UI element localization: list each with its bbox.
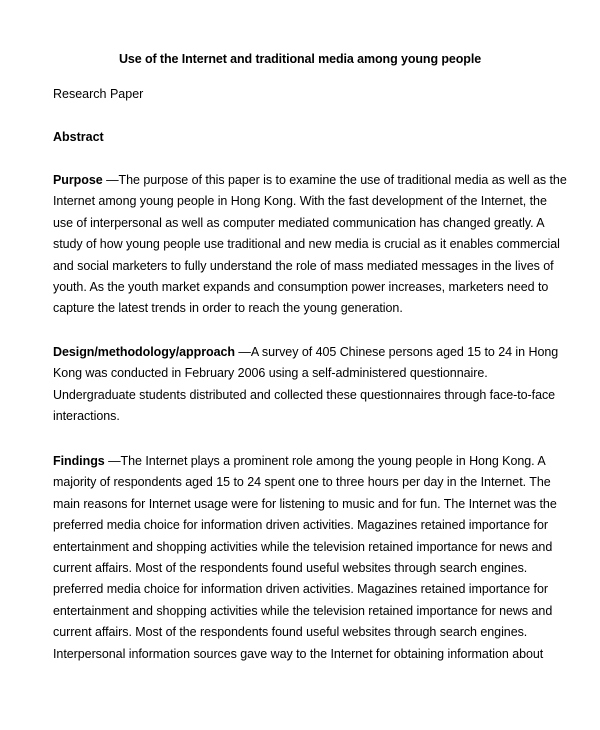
purpose-lead: Purpose xyxy=(53,173,103,187)
paragraph-line: entertainment and shopping activities while the television retained importance for news and xyxy=(53,539,553,554)
paragraph-line: Undergraduate students distributed and collected these questionnaires through face-to-face xyxy=(53,387,556,402)
paragraph-line: youth. As the youth market expands and consumption power increases, marketers need to xyxy=(53,280,549,295)
paragraph-line: current affairs. Most of the respondents found useful websites through search engines. xyxy=(53,625,528,640)
document-title: Use of the Internet and traditional media among young people xyxy=(118,52,482,66)
paragraph-text: —The Internet plays a prominent role among the young people in Hong Kong. A xyxy=(104,454,546,468)
paragraph-text: —A survey of 405 Chinese persons aged 15 to 24 in Hong xyxy=(235,345,559,359)
abstract-heading: Abstract xyxy=(53,130,104,144)
paragraph-line: entertainment and shopping activities while the television retained importance for news and xyxy=(53,603,553,618)
paragraph-line: and social marketers to fully understand the role of mass mediated messages in the lives of xyxy=(53,258,554,273)
paragraph-line: capture the latest trends in order to reach the young generation. xyxy=(53,301,403,316)
design-lead: Design/methodology/approach xyxy=(53,345,235,359)
paragraph-line: Interpersonal information sources gave way to the Internet for obtaining information about xyxy=(53,646,544,661)
purpose-paragraph xyxy=(53,170,567,320)
design-paragraph xyxy=(53,342,559,428)
paragraph-line xyxy=(53,342,559,363)
paragraph-line: interactions. xyxy=(53,409,120,424)
paragraph-line: study of how young people use traditional and new media is crucial as it enables commercial xyxy=(53,237,560,252)
paragraph-line xyxy=(53,451,553,472)
paragraph-line: current affairs. Most of the respondents found useful websites through search engines. xyxy=(53,561,528,576)
paragraph-text: —The purpose of this paper is to examine the use of traditional media as well as the xyxy=(102,173,567,187)
paragraph-line: Internet among young people in Hong Kong. With the fast development of the Internet, the xyxy=(53,194,547,209)
paragraph-line: main reasons for Internet usage were for listening to music and for fun. The Internet was the xyxy=(53,496,557,511)
paragraph-line: majority of respondents aged 15 to 24 spent one to three hours per day in the Internet. The xyxy=(53,475,551,490)
document-subtitle: Research Paper xyxy=(53,87,144,101)
paragraph-line: preferred media choice for information driven activities. Magazines retained importance for xyxy=(53,582,548,597)
paragraph-line xyxy=(53,170,567,191)
paragraph-line: Kong was conducted in February 2006 using a self-administered questionnaire. xyxy=(53,366,488,381)
findings-lead: Findings xyxy=(53,454,105,468)
paragraph-line: preferred media choice for information driven activities. Magazines retained importance for xyxy=(53,518,548,533)
paragraph-line: use of interpersonal as well as computer mediated communication has changed greatly. A xyxy=(53,215,545,230)
findings-paragraph xyxy=(53,451,557,665)
